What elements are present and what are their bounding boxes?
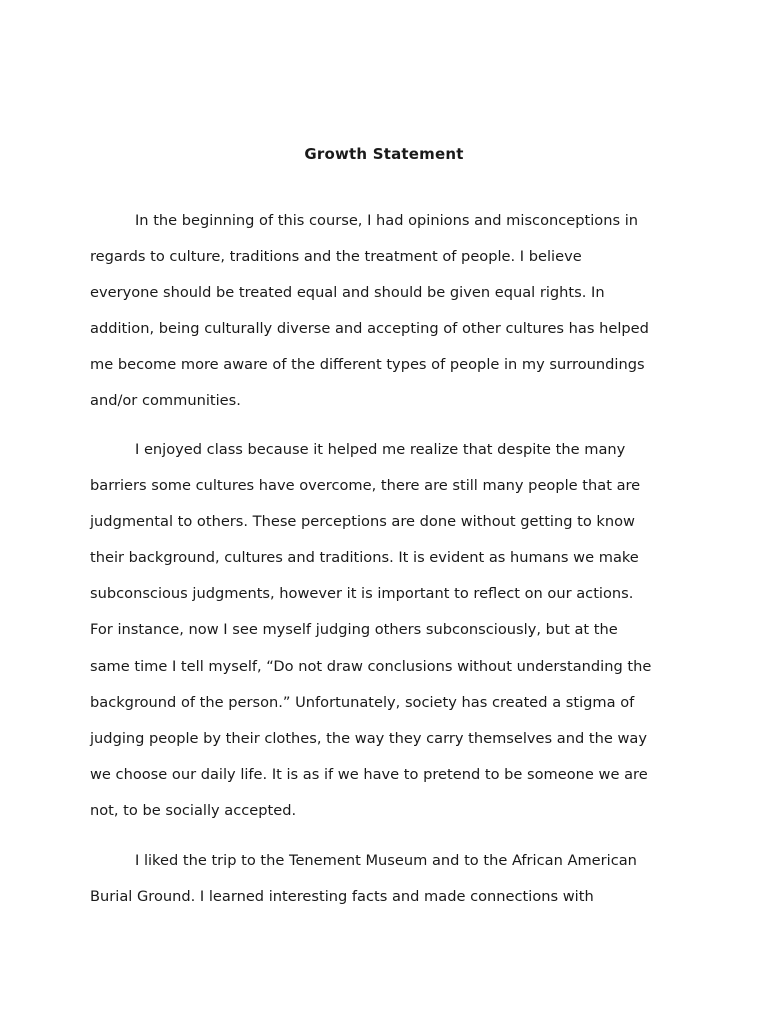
paragraph-2-line-1: I enjoyed class because it helped me realize that despite the many [135, 441, 626, 458]
paragraph-1-line-2: regards to culture, traditions and the treatment of people. I believe [90, 248, 582, 265]
paragraph-1-line-1: In the beginning of this course, I had opinions and misconceptions in [135, 212, 639, 229]
paragraph-1-line-4: addition, being culturally diverse and accepting of other cultures has helped [90, 320, 649, 337]
paragraph-1-line-5: me become more aware of the different types of people in my surroundings [90, 356, 645, 373]
paragraph-2-line-10: we choose our daily life. It is as if we have to pretend to be someone we are [90, 766, 648, 783]
paragraph-2-line-7: same time I tell myself, “Do not draw conclusions without understanding the [90, 658, 652, 675]
paragraph-2-line-8: background of the person.” Unfortunately, society has created a stigma of [90, 694, 635, 711]
paragraph-3-line-2: Burial Ground. I learned interesting facts and made connections with [90, 888, 594, 905]
document-title: Growth Statement [304, 145, 464, 163]
paragraph-2-line-4: their background, cultures and traditions. It is evident as humans we make [90, 549, 639, 566]
paragraph-2-line-2: barriers some cultures have overcome, there are still many people that are [90, 477, 641, 494]
paragraph-3-line-1: I liked the trip to the Tenement Museum and to the African American [135, 852, 637, 869]
paragraph-2-line-9: judging people by their clothes, the way they carry themselves and the way [90, 730, 647, 747]
paragraph-2-line-5: subconscious judgments, however it is important to reflect on our actions. [90, 585, 634, 602]
paragraph-2-line-3: judgmental to others. These perceptions are done without getting to know [90, 513, 635, 530]
paragraph-1-line-6: and/or communities. [90, 392, 241, 409]
paragraph-2-line-6: For instance, now I see myself judging others subconsciously, but at the [90, 621, 618, 638]
paragraph-1-line-3: everyone should be treated equal and should be given equal rights. In [90, 284, 605, 301]
paragraph-2-line-11: not, to be socially accepted. [90, 802, 297, 819]
